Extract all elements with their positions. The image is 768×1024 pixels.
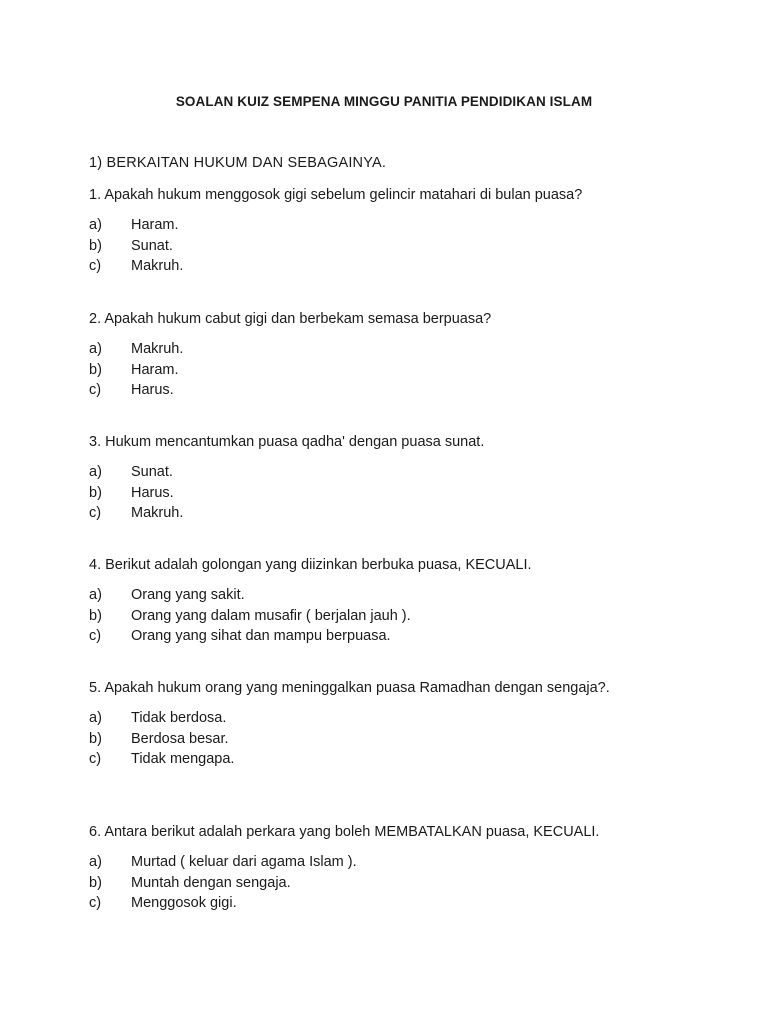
section-heading: 1) BERKAITAN HUKUM DAN SEBAGAINYA. bbox=[89, 155, 387, 171]
question-3 bbox=[89, 432, 679, 524]
option-text: Berdosa besar. bbox=[131, 730, 229, 747]
option-text: Makruh. bbox=[131, 341, 184, 357]
option-text: Murtad ( keluar dari agama Islam ). bbox=[131, 854, 357, 870]
option-c bbox=[89, 380, 679, 401]
option-letter: b) bbox=[89, 607, 102, 624]
option-letter: b) bbox=[89, 484, 102, 501]
option-c bbox=[89, 503, 679, 524]
option-c bbox=[89, 626, 679, 647]
question-4 bbox=[89, 555, 679, 647]
question-1 bbox=[89, 185, 679, 277]
option-c bbox=[89, 893, 679, 914]
options-list bbox=[89, 462, 679, 524]
option-text: Haram. bbox=[131, 361, 179, 378]
option-letter: a) bbox=[89, 710, 102, 726]
option-letter: a) bbox=[89, 854, 102, 870]
question-text: 3. Hukum mencantumkan puasa qadha' dengan puasa sunat. bbox=[89, 434, 485, 450]
option-a bbox=[89, 215, 679, 236]
question-text: 1. Apakah hukum menggosok gigi sebelum gelincir matahari di bulan puasa? bbox=[89, 187, 583, 203]
option-letter: c) bbox=[89, 628, 102, 644]
option-text: Haram. bbox=[131, 217, 179, 233]
option-text: Orang yang sakit. bbox=[131, 587, 245, 603]
option-a bbox=[89, 585, 679, 606]
option-letter: a) bbox=[89, 341, 102, 357]
option-letter: c) bbox=[89, 382, 102, 398]
option-a bbox=[89, 462, 679, 483]
option-b bbox=[89, 483, 679, 504]
question-text: 2. Apakah hukum cabut gigi dan berbekam semasa berpuasa? bbox=[89, 311, 492, 327]
option-text: Tidak berdosa. bbox=[131, 710, 227, 726]
option-letter: c) bbox=[89, 258, 102, 274]
option-c bbox=[89, 256, 679, 277]
document-title: SOALAN KUIZ SEMPENA MINGGU PANITIA PENDIDIKAN ISLAM bbox=[175, 94, 593, 109]
option-b bbox=[89, 729, 649, 750]
option-text: Makruh. bbox=[131, 505, 184, 521]
option-c bbox=[89, 749, 649, 770]
option-b bbox=[89, 873, 679, 894]
option-letter: b) bbox=[89, 237, 102, 254]
option-letter: a) bbox=[89, 217, 102, 233]
option-text: Tidak mengapa. bbox=[131, 751, 235, 767]
options-list bbox=[89, 215, 679, 277]
options-list bbox=[89, 585, 679, 647]
question-5 bbox=[89, 678, 649, 770]
question-6 bbox=[89, 822, 679, 914]
options-list bbox=[89, 852, 679, 914]
option-text: Muntah dengan sengaja. bbox=[131, 874, 291, 891]
option-a bbox=[89, 852, 679, 873]
option-letter: b) bbox=[89, 730, 102, 747]
option-text: Sunat. bbox=[131, 237, 173, 254]
option-letter: c) bbox=[89, 895, 102, 911]
option-b bbox=[89, 360, 679, 381]
option-text: Orang yang sihat dan mampu berpuasa. bbox=[131, 628, 391, 644]
option-letter: c) bbox=[89, 505, 102, 521]
option-text: Menggosok gigi. bbox=[131, 895, 237, 911]
question-text: 5. Apakah hukum orang yang meninggalkan puasa Ramadhan dengan sengaja?. bbox=[89, 680, 610, 696]
question-text: 6. Antara berikut adalah perkara yang boleh MEMBATALKAN puasa, KECUALI. bbox=[89, 824, 600, 840]
options-list bbox=[89, 339, 679, 401]
question-text: 4. Berikut adalah golongan yang diizinkan berbuka puasa, KECUALI. bbox=[89, 557, 532, 573]
option-b bbox=[89, 606, 679, 627]
option-a bbox=[89, 339, 679, 360]
option-b bbox=[89, 236, 679, 257]
option-text: Makruh. bbox=[131, 258, 184, 274]
option-letter: a) bbox=[89, 464, 102, 480]
option-text: Sunat. bbox=[131, 464, 173, 480]
question-2 bbox=[89, 309, 679, 401]
option-text: Harus. bbox=[131, 382, 174, 398]
option-letter: c) bbox=[89, 751, 102, 767]
option-letter: b) bbox=[89, 361, 102, 378]
option-text: Orang yang dalam musafir ( berjalan jauh ). bbox=[131, 607, 411, 624]
option-letter: b) bbox=[89, 874, 102, 891]
option-letter: a) bbox=[89, 587, 102, 603]
options-list bbox=[89, 708, 649, 770]
option-a bbox=[89, 708, 649, 729]
option-text: Harus. bbox=[131, 484, 174, 501]
